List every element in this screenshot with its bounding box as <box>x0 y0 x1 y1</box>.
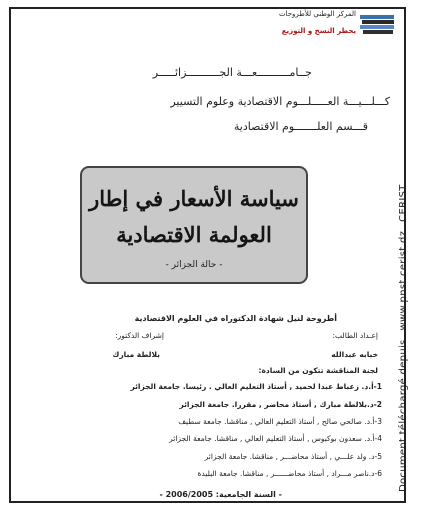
student-name: خبابه عبدالله <box>331 350 378 359</box>
books-logo-icon <box>358 11 398 37</box>
supervisor-label: إشراف الدكتور: <box>115 331 164 340</box>
supervisor-name: بلالطة مبارك <box>112 350 160 359</box>
thesis-title-line2: العولمة الاقتصادية <box>116 222 272 247</box>
university-name: جــامــــــــــعـــة الجــــــــــزائـــــر <box>152 66 312 79</box>
committee-member: 4-أ.د. سعدون بوكبوس , أستاذ التعليم العالي , مناقشا. جامعة الجزائر <box>169 434 382 443</box>
watermark-url: www.pnst.cerist.dz <box>398 230 409 331</box>
logo-title: المركز الوطني للأطروحات <box>278 10 356 18</box>
committee-heading: لجنة المناقشة تتكون من السادة: <box>258 366 378 375</box>
logo-notice: يحظر النسخ و التوزيع <box>281 27 356 35</box>
department-name: قـــسم العلـــــــوم الاقتصادية <box>233 120 368 133</box>
thesis-title-line1: سياسة الأسعار في إطار <box>89 186 299 211</box>
academic-year: - السنة الجامعية: 2006/2005 - <box>159 490 282 499</box>
thesis-title-box <box>80 166 308 284</box>
student-label: إعـداد الطالب: <box>332 331 378 340</box>
committee-member: 2-د.بلالطة مبارك , أستاذ محاضر , مقررا. جامعة الجزائر <box>179 400 382 409</box>
thesis-subtitle: - حالة الجزائر - <box>165 260 223 270</box>
committee-member: 1-أ.د. زعباط عبدا لحميد , أستاذ التعليم العالي . رئيسا. جامعة الجزائر <box>130 382 382 391</box>
faculty-name: كـــلـــيـــة العـــــلـــوم الاقتصادية وعلوم التسيير <box>170 95 390 108</box>
committee-member: 5-د. ولد علـــي , أستاذ محاضـــر , مناقشا. جامعة الجزائر <box>204 452 382 461</box>
committee-member: 3-أ.د. صالحي صالح , أستاذ التعليم العالي , مناقشا. جامعة سطيف <box>178 417 382 426</box>
watermark-cerist: CERIST <box>398 184 409 222</box>
committee-member: 6-د.ناصر مـــراد , أستاذ محاضــــــر , مناقشا. جامعة البليدة <box>197 469 382 478</box>
download-watermark <box>398 175 409 492</box>
thesis-purpose: أطروحة لنيل شهادة الدكتوراه في العلوم الاقتصادية <box>134 314 337 323</box>
watermark-text: Document téléchargé depuis <box>398 339 409 492</box>
